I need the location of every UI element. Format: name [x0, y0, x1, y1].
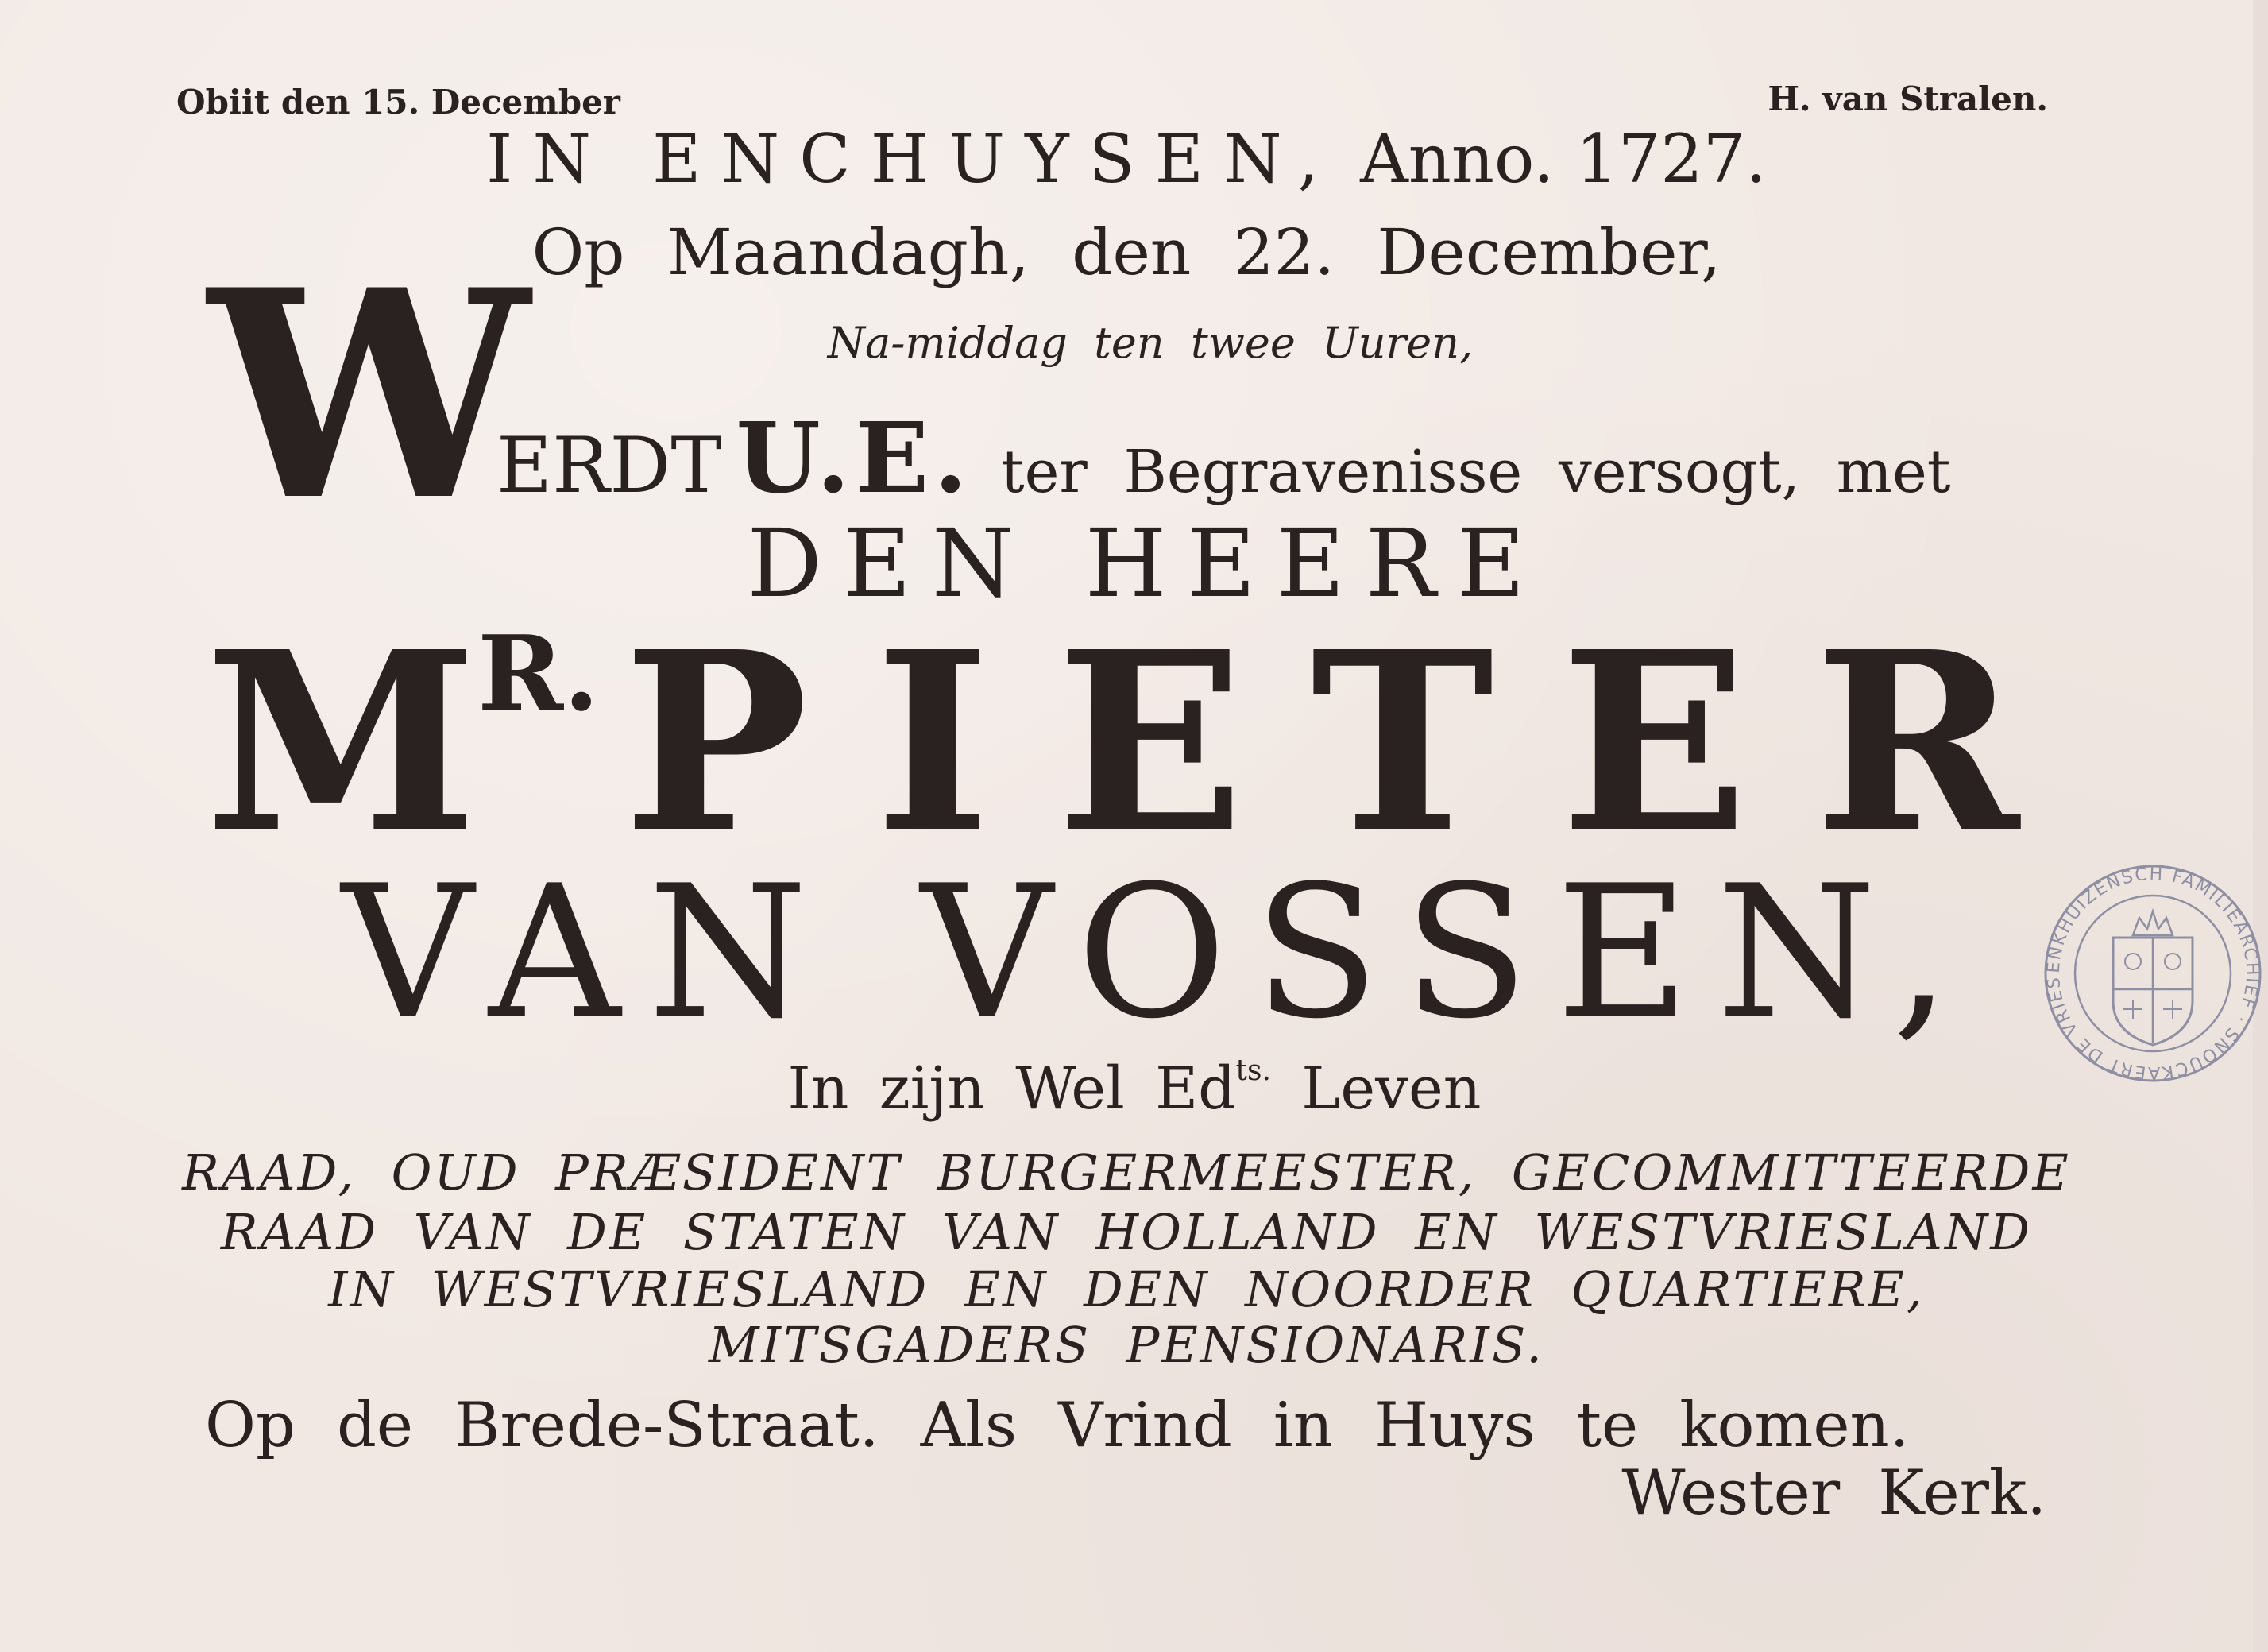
- office-title-line: RAAD, OUD PRÆSIDENT BURGERMEESTER, GECOMMITTEERDE: [182, 1143, 2071, 1201]
- seal-ring-text: ENKHUIZENSCH FAMILIEARCHIEF · SNOUCKAERT DE VRIES: [2043, 864, 2262, 1083]
- printer-name: H. van Stralen.: [1768, 79, 2048, 118]
- year-text: Anno. 1727.: [1360, 120, 1767, 198]
- funeral-time: Na-middag ten twee Uuren,: [827, 318, 1474, 368]
- obiit-note: Obiit den 15. December: [176, 83, 620, 122]
- deceased-surname: VAN VOSSEN,: [342, 847, 1978, 1059]
- place-and-year: [0, 120, 2253, 198]
- life-line-before: In zijn Wel Ed: [787, 1054, 1236, 1123]
- invitation-word-rest: ERDT: [496, 421, 722, 510]
- title-m: M: [205, 598, 478, 888]
- life-line-sup: ts.: [1235, 1054, 1271, 1087]
- drop-cap-initial: W: [208, 227, 530, 563]
- invitation-text: ter Begravenisse versogt, met: [1000, 438, 1951, 506]
- heere-heading: DEN HEERE: [747, 509, 1546, 618]
- address-line: Op de Brede-Straat. Als Vrind in Huys te komen.: [205, 1390, 1910, 1461]
- archive-seal-icon: [2038, 862, 2268, 1085]
- addressee: U.E.: [736, 400, 972, 515]
- invitation-line: [496, 400, 1951, 515]
- first-name: PIETER: [623, 598, 2086, 888]
- archive-seal-graphic: [2038, 862, 2268, 1085]
- office-title-line: IN WESTVRIESLAND EN DEN NOORDER QUARTIERE,: [328, 1260, 1925, 1318]
- office-title-line: RAAD VAN DE STATEN VAN HOLLAND EN WESTVRIESLAND: [220, 1203, 2033, 1261]
- deceased-title-and-first-name: [205, 598, 2086, 888]
- life-line-after: Leven: [1301, 1054, 1482, 1123]
- office-title-line: MITSGADERS PENSIONARIS.: [708, 1316, 1545, 1374]
- city-name: IN ENCHUYSEN,: [486, 120, 1339, 198]
- title-r: R.: [477, 613, 600, 734]
- church-line: Wester Kerk.: [1621, 1457, 2046, 1529]
- funeral-date: Op Maandagh, den 22. December,: [531, 215, 1721, 289]
- life-line: [0, 1054, 2253, 1123]
